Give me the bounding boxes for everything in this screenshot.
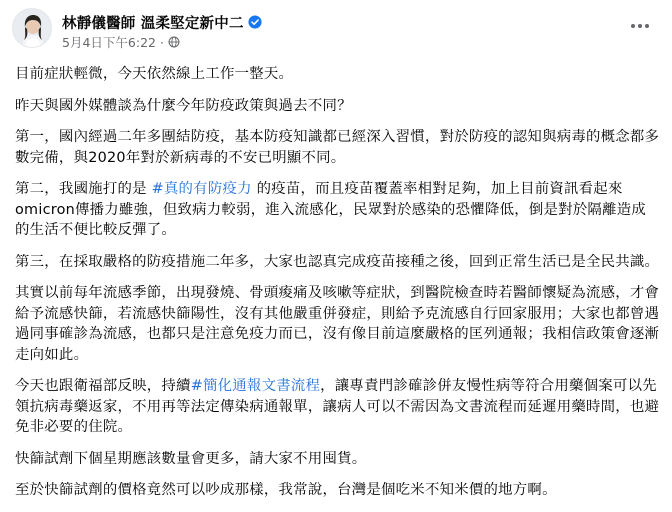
paragraph-4-text-a: 第二，我國施打的是 — [15, 181, 152, 197]
post-paragraph-4 — [15, 179, 660, 241]
paragraph-7-text-b: ，讓專責門診確診併友慢性病等符合用藥個案可以先領抗病毒藥返家，不用再等法定傳染病通報單，讓病人可以不需因為文書流程而延遲用藥時間，也避免非必要的住院。 — [15, 378, 660, 435]
post-paragraph-8: 快篩試劑下個星期應該數量會更多，請大家不用囤貨。 — [15, 450, 367, 467]
post-paragraph-2: 昨天與國外媒體談為什麼今年防疫政策與過去不同？ — [15, 97, 352, 114]
post-header — [12, 6, 660, 52]
more-options-dot — [645, 24, 649, 28]
more-options-button[interactable] — [628, 14, 652, 38]
post-paragraph-5: 第三，在採取嚴格的防疫措施二年多，大家也認真完成疫苗接種之後，回到正常生活已是全民共識。 — [15, 253, 660, 270]
paragraph-4-text-b: 的疫苗，而且疫苗覆蓋率相對足夠，加上目前資訊看起來omicron傳播力雖強，但致病力較弱，進入流感化，民眾對於感染的恐懼降低，倒是對於隔離造成的生活不便比較反彈了。 — [15, 181, 646, 238]
post-paragraph-6: 其實以前每年流感季節，出現發燒、骨頭痠痛及咳嗽等症狀，到醫院檢查時若醫師懷疑為流感，才會給予流感快篩，若流感快篩陽性，沒有其他嚴重併發症，則給予克流感自行回家服用；大家也都曾遇過同事確診為流感，也都只是注意免疫力而已，沒有像目前這麼嚴格的匡列通報；我相信政策會逐漸走向如此。 — [15, 285, 660, 363]
hashtag-link-vaccine[interactable]: #真的有防疫力 — [151, 181, 252, 197]
post-paragraph-3: 第一，國內經過二年多團結防疫，基本防疫知識都已經深入習慣，對於防疫的認知與病毒的概念都多數完備，與2020年對於新病毒的不安已明顯不同。 — [15, 129, 660, 166]
verified-badge-icon — [248, 15, 262, 29]
person-portrait-icon — [13, 9, 52, 48]
post-timestamp[interactable]: 5月4日下午6:22 — [62, 35, 156, 50]
paragraph-7-text-a: 今天也跟衛福部反映，持續 — [15, 378, 191, 394]
post-meta — [62, 34, 180, 50]
more-options-dot — [638, 24, 642, 28]
globe-icon[interactable] — [168, 36, 180, 48]
author-line — [62, 12, 262, 32]
author-name[interactable]: 林靜儀醫師 溫柔堅定新中二 — [62, 15, 244, 32]
post-paragraph-9: 至於快篩試劑的價格竟然可以吵成那樣，我常說，台灣是個吃米不知米價的地方啊。 — [15, 482, 557, 498]
post-paragraph-7 — [15, 376, 660, 438]
author-avatar[interactable] — [12, 8, 52, 48]
more-options-icon — [631, 24, 635, 28]
post-body — [15, 64, 660, 512]
post-paragraph-1: 目前症狀輕微，今天依然線上工作一整天。 — [15, 66, 294, 82]
hashtag-link-paperwork[interactable]: #簡化通報文書流程 — [190, 378, 321, 394]
meta-separator: · — [159, 34, 164, 50]
